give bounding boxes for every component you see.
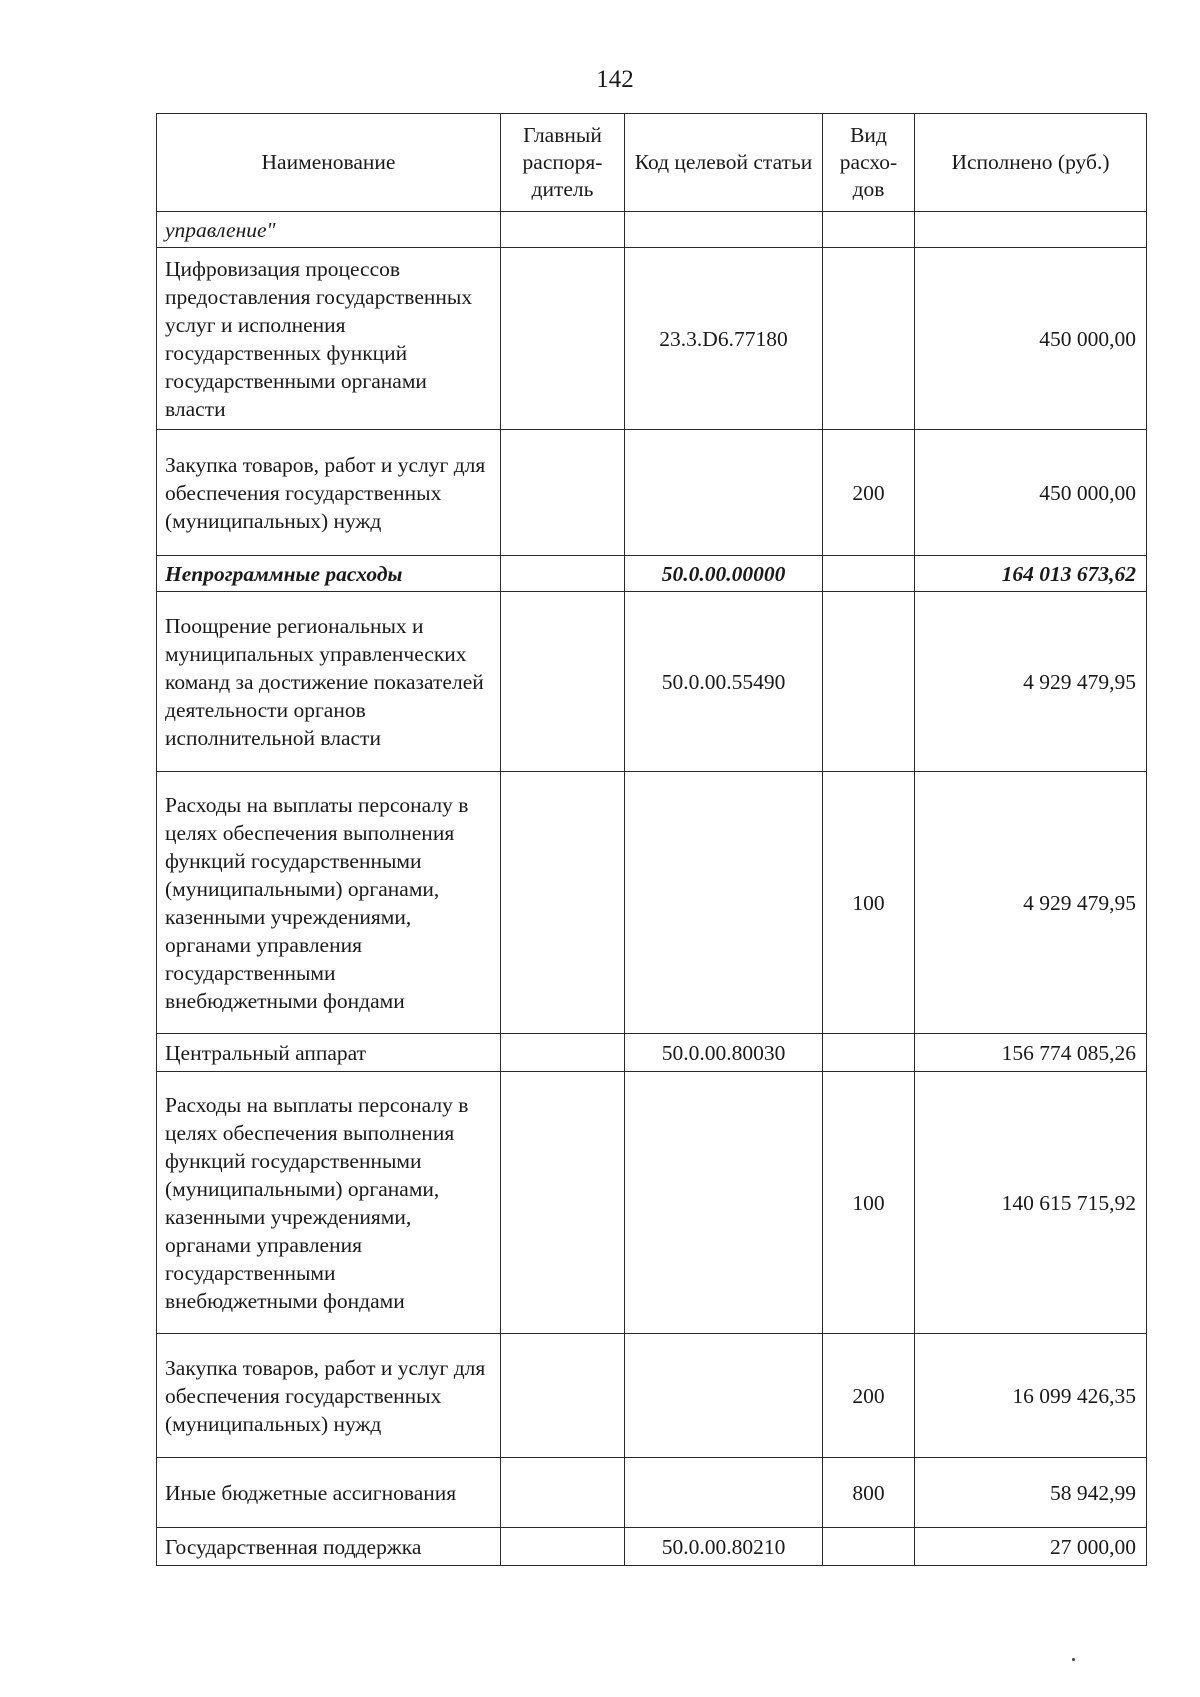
table-row [157, 1034, 1147, 1072]
row-kind [823, 1034, 915, 1072]
row-sum: 16 099 426,35 [915, 1334, 1147, 1458]
budget-execution-table [156, 113, 1147, 1566]
row-sum: 140 615 715,92 [915, 1072, 1147, 1334]
row-manager [501, 212, 625, 248]
row-kind: 200 [823, 1334, 915, 1458]
row-manager [501, 1072, 625, 1334]
row-code: 50.0.00.55490 [625, 592, 823, 772]
row-name: Закупка товаров, работ и услуг для обеспечения государственных (муниципальных) нужд [157, 430, 501, 556]
row-name: Иные бюджетные ассигнования [157, 1458, 501, 1528]
table-row [157, 430, 1147, 556]
row-manager [501, 1034, 625, 1072]
row-kind [823, 592, 915, 772]
row-name: управление" [157, 212, 501, 248]
row-manager [501, 556, 625, 592]
row-name: Центральный аппарат [157, 1034, 501, 1072]
table-row [157, 1072, 1147, 1334]
row-code [625, 212, 823, 248]
row-sum: 4 929 479,95 [915, 772, 1147, 1034]
table-row [157, 212, 1147, 248]
table-row [157, 1458, 1147, 1528]
row-manager [501, 772, 625, 1034]
header-kind: Вид расхо-дов [823, 114, 915, 212]
table-header-row [157, 114, 1147, 212]
page-number: 142 [596, 66, 634, 93]
row-name: Поощрение региональных и муниципальных управленческих команд за достижение показателей деятельности органов исполнительной власти [157, 592, 501, 772]
header-name: Наименование [157, 114, 501, 212]
row-code: 23.3.D6.77180 [625, 248, 823, 430]
row-kind: 100 [823, 772, 915, 1034]
row-name: Расходы на выплаты персоналу в целях обеспечения выполнения функций государственными (муниципальными) органами, казенными учреждениями, органами управления государственными внебюджетными фондами [157, 772, 501, 1034]
row-kind [823, 248, 915, 430]
row-manager [501, 1528, 625, 1566]
row-sum [915, 212, 1147, 248]
row-sum: 27 000,00 [915, 1528, 1147, 1566]
row-manager [501, 592, 625, 772]
header-code: Код целевой статьи [625, 114, 823, 212]
row-name: Закупка товаров, работ и услуг для обеспечения государственных (муниципальных) нужд [157, 1334, 501, 1458]
row-sum: 156 774 085,26 [915, 1034, 1147, 1072]
row-code [625, 430, 823, 556]
row-sum: 450 000,00 [915, 430, 1147, 556]
row-code [625, 1334, 823, 1458]
row-manager [501, 430, 625, 556]
row-kind: 800 [823, 1458, 915, 1528]
row-kind [823, 556, 915, 592]
row-kind: 100 [823, 1072, 915, 1334]
row-code: 50.0.00.80030 [625, 1034, 823, 1072]
row-manager [501, 248, 625, 430]
table-row [157, 772, 1147, 1034]
row-sum: 450 000,00 [915, 248, 1147, 430]
row-name: Государственная поддержка [157, 1528, 501, 1566]
row-sum: 164 013 673,62 [915, 556, 1147, 592]
row-name: Расходы на выплаты персоналу в целях обеспечения выполнения функций государственными (муниципальными) органами, казенными учреждениями, органами управления государственными внебюджетными фондами [157, 1072, 501, 1334]
row-name: Цифровизация процессов предоставления государственных услуг и исполнения государственных функций государственными органами власти [157, 248, 501, 430]
row-code [625, 1072, 823, 1334]
table-row [157, 248, 1147, 430]
row-sum: 58 942,99 [915, 1458, 1147, 1528]
table-row-section [157, 556, 1147, 592]
row-code: 50.0.00.00000 [625, 556, 823, 592]
row-sum: 4 929 479,95 [915, 592, 1147, 772]
scan-speck [1072, 1658, 1075, 1661]
table-row [157, 1528, 1147, 1566]
row-code [625, 772, 823, 1034]
row-manager [501, 1458, 625, 1528]
row-kind: 200 [823, 430, 915, 556]
row-kind [823, 1528, 915, 1566]
row-manager [501, 1334, 625, 1458]
table-row [157, 592, 1147, 772]
header-sum: Исполнено (руб.) [915, 114, 1147, 212]
row-kind [823, 212, 915, 248]
header-manager: Главный распоря-дитель [501, 114, 625, 212]
table-row [157, 1334, 1147, 1458]
row-name: Непрограммные расходы [157, 556, 501, 592]
row-code [625, 1458, 823, 1528]
row-code: 50.0.00.80210 [625, 1528, 823, 1566]
